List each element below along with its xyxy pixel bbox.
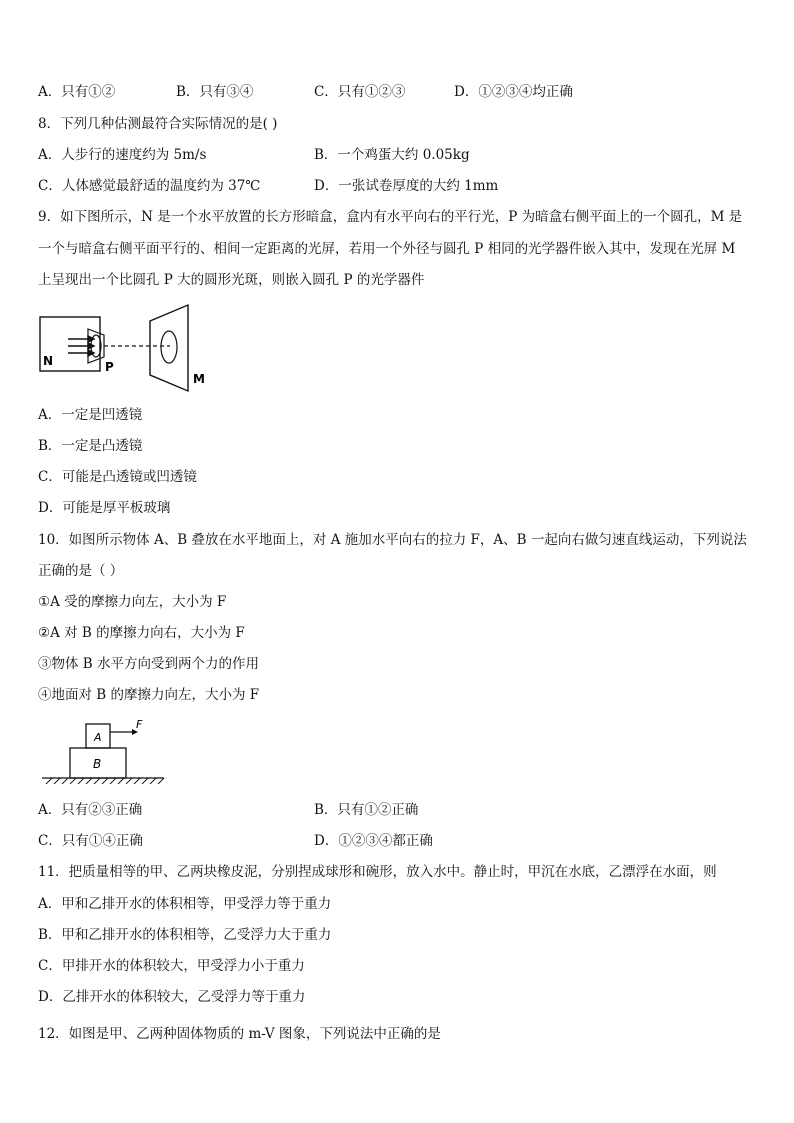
q9-stem-line-1: 9．如下图所示，N 是一个水平放置的长方形暗盒，盒内有水平向右的平行光，P 为暗盒右侧平面上的一个圆孔，M 是 [38, 209, 743, 225]
q11-option-b: B．甲和乙排开水的体积相等，乙受浮力大于重力 [38, 927, 332, 943]
q11-stem: 11．把质量相等的甲、乙两块橡皮泥，分别捏成球形和碗形，放入水中。静止时，甲沉在水底，乙漂浮在水面，则 [38, 864, 717, 880]
screen-m [150, 305, 188, 391]
q10-statement-3: ③物体 B 水平方向受到两个力的作用 [38, 656, 260, 672]
q10-option-b: B．只有①②正确 [314, 802, 419, 818]
q7-option-a: A．只有①② [38, 84, 116, 100]
q9-option-c: C．可能是凸透镜或凹透镜 [38, 469, 197, 485]
q10-statement-4: ④地面对 B 的摩擦力向左，大小为 F [38, 687, 260, 703]
q8-stem: 8．下列几种估测最符合实际情况的是( ) [38, 116, 278, 132]
q10-option-c: C．只有①④正确 [38, 833, 143, 849]
q9-stem-line-3: 上呈现出一个比圆孔 P 大的圆形光斑，则嵌入圆孔 P 的光学器件 [38, 272, 425, 288]
q9-option-b: B．一定是凸透镜 [38, 438, 143, 454]
q12-stem: 12．如图是甲、乙两种固体物质的 m-V 图象，下列说法中正确的是 [38, 1026, 441, 1042]
q7-option-b: B．只有③④ [176, 84, 254, 100]
q8-option-b: B．一个鸡蛋大约 0.05kg [314, 147, 470, 163]
q11-option-a: A．甲和乙排开水的体积相等，甲受浮力等于重力 [38, 896, 332, 912]
q7-option-d: D．①②③④均正确 [454, 84, 573, 100]
q9-stem-line-2: 一个与暗盒右侧平面平行的、相间一定距离的光屏，若用一个外径与圆孔 P 相同的光学器件嵌入其中，发现在光屏 M [38, 241, 736, 257]
q10-option-d: D．①②③④都正确 [314, 833, 433, 849]
q9-figure [38, 303, 208, 397]
q10-option-a: A．只有②③正确 [38, 802, 143, 818]
q10-figure [40, 718, 166, 792]
q11-option-c: C．甲排开水的体积较大，甲受浮力小于重力 [38, 958, 305, 974]
parallel-light-arrows [68, 336, 94, 356]
q10-stem-line-1: 10．如图所示物体 A、B 叠放在水平地面上，对 A 施加水平向右的拉力 F，A、B 一起向右做匀速直线运动，下列说法 [38, 532, 747, 548]
q9-option-a: A．一定是凹透镜 [38, 407, 143, 423]
q11-option-d: D．乙排开水的体积较大，乙受浮力等于重力 [38, 989, 306, 1005]
label-b: B [93, 757, 102, 771]
ground-hatch [46, 778, 164, 784]
q8-option-d: D．一张试卷厚度的大约 1mm [314, 178, 499, 194]
label-a: A [94, 731, 102, 744]
label-p: P [105, 360, 114, 374]
q10-statement-2: ②A 对 B 的摩擦力向右，大小为 F [38, 625, 245, 641]
q8-option-a: A．人步行的速度约为 5m/s [38, 147, 207, 163]
label-f: F [136, 718, 143, 731]
q10-statement-1: ①A 受的摩擦力向左，大小为 F [38, 594, 227, 610]
q10-stem-line-2: 正确的是（ ） [38, 563, 124, 579]
q9-option-d: D．可能是厚平板玻璃 [38, 500, 171, 516]
q7-option-c: C．只有①②③ [314, 84, 406, 100]
label-m: M [193, 372, 205, 386]
q8-option-c: C．人体感觉最舒适的温度约为 37℃ [38, 178, 261, 194]
label-n: N [43, 354, 54, 368]
light-spot [161, 331, 177, 363]
